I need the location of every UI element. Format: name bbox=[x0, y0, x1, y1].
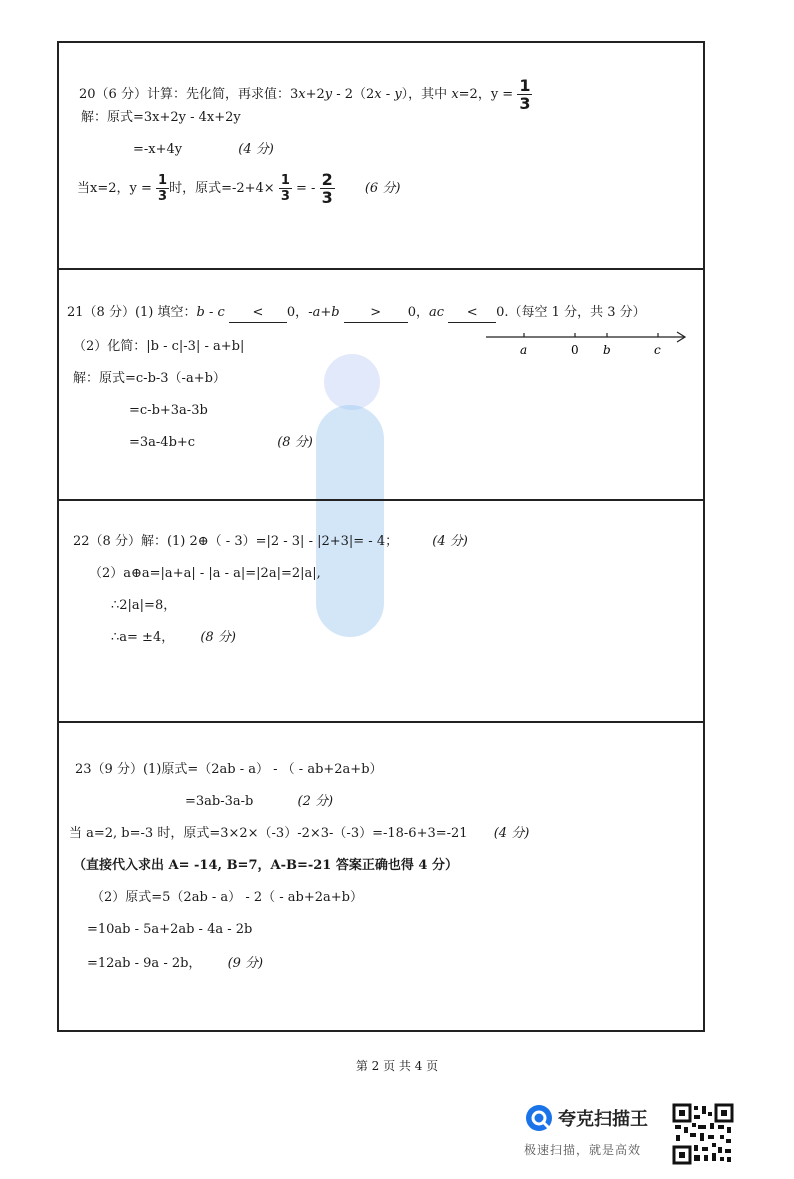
numberline-label-0: 0 bbox=[571, 343, 579, 357]
q22-line-1: 22（8 分）解：(1) 2⊕（ - 3）=|2 - 3| - |2+3|= - 4； (4 分) bbox=[73, 534, 468, 549]
q20-question: 20（6 分）计算：先化简，再求值：3x+2y - 2（2x - y），其中 x=2，y = $\frac{1}{3}$ bbox=[79, 76, 531, 113]
q20-sol-fraction-3: $\frac{2}{3}$ bbox=[321, 170, 333, 207]
q21-solution-1: 解：原式=c-b-3（-a+b） bbox=[73, 371, 226, 386]
q20-solution-1: 解：原式=3x+2y - 4x+2y bbox=[81, 110, 241, 125]
q21-solution-2: =c-b+3a-3b bbox=[129, 403, 208, 418]
q21-blank-2: > bbox=[344, 304, 408, 323]
brand-slogan: 极速扫描，就是高效 bbox=[524, 1143, 642, 1157]
numberline-label-a: a bbox=[520, 343, 528, 357]
q22-line-3: ∴2|a|=8， bbox=[111, 598, 177, 613]
q23-line-5: （2）原式=5（2ab - a） - 2（ - ab+2a+b） bbox=[91, 890, 363, 905]
q22-line-2: （2）a⊕a=|a+a| - |a - a|=|2a|=2|a|, bbox=[89, 566, 321, 581]
q22-line-4: ∴a= ±4， (8 分) bbox=[111, 630, 236, 645]
q23-line-3: 当 a=2, b=-3 时，原式=3×2×（-3）-2×3-（-3）=-18-6+3=-21 (4 分) bbox=[69, 826, 530, 841]
numberline-label-b: b bbox=[603, 343, 611, 357]
qr-code-icon bbox=[672, 1103, 734, 1165]
quark-logo-icon bbox=[524, 1103, 554, 1133]
q23-box bbox=[57, 721, 705, 1032]
brand-name: 夸克扫描王 bbox=[558, 1109, 648, 1130]
q22-box bbox=[57, 499, 705, 723]
q20-box bbox=[57, 41, 705, 270]
q20-sol-fraction-1: $\frac{1}{3}$ bbox=[158, 172, 168, 204]
page-footer: 第 2 页 共 4 页 bbox=[355, 1059, 439, 1073]
q20-sol-fraction-2: $\frac{1}{3}$ bbox=[280, 172, 290, 204]
q21-question: 21（8 分）(1) 填空：b - c < 0，-a+b > 0，ac < 0.（每空 1 分，共 3 分） bbox=[67, 304, 646, 323]
q20-solution-2: =-x+4y (4 分) bbox=[133, 142, 274, 157]
number-line bbox=[484, 328, 694, 364]
q23-line-1: 23（9 分）(1)原式=（2ab - a） - （ - ab+2a+b） bbox=[75, 762, 383, 777]
q20-fraction: $\frac{1}{3}$ bbox=[519, 76, 531, 113]
q21-part2: （2）化简：|b - c|-3| - a+b| bbox=[73, 339, 245, 354]
q21-blank-1: < bbox=[229, 304, 287, 323]
q21-blank-3: < bbox=[448, 304, 496, 323]
q23-line-2: =3ab-3a-b (2 分) bbox=[185, 794, 334, 809]
q21-solution-3: =3a-4b+c (8 分) bbox=[129, 435, 313, 450]
numberline-label-c: c bbox=[654, 343, 661, 357]
q23-line-7: =12ab - 9a - 2b， (9 分) bbox=[87, 956, 264, 971]
q23-line-6: =10ab - 5a+2ab - 4a - 2b bbox=[87, 922, 253, 937]
q23-note: （直接代入求出 A= -14, B=7，A-B=-21 答案正确也得 4 分） bbox=[73, 858, 458, 873]
q21-box bbox=[57, 268, 705, 501]
q20-solution-3: 当x=2，y = $\frac{1}{3}$ 时，原式=-2+4× $\frac{1}{3}$ = - $\frac{2}{3}$ (6 分) bbox=[77, 170, 401, 207]
